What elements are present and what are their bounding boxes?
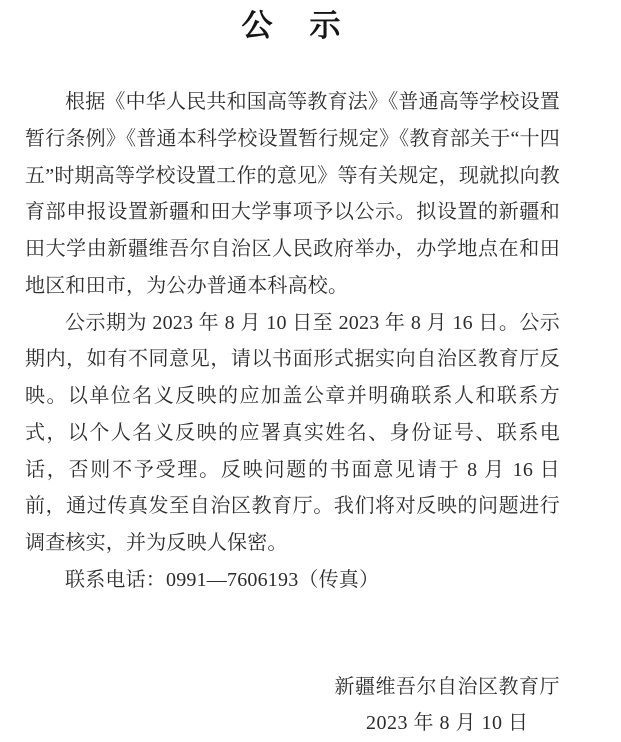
signature-inner [335, 669, 561, 742]
signature-block [25, 669, 560, 742]
paragraph-contact-phone: 联系电话：0991—7606193（传真） [25, 562, 560, 599]
issuing-authority: 新疆维吾尔自治区教育厅 [335, 669, 561, 706]
document-title: 公 示 [25, 6, 560, 46]
paragraph-legal-basis: 根据《中华人民共和国高等教育法》《普通高等学校设置暂行条例》《普通本科学校设置暂行规定》《教育部关于“十四五”时期高等学校设置工作的意见》等有关规定，现就拟向教育部申报设置新疆和田大学事项予以公示。拟设置的新疆和田大学由新疆维吾尔自治区人民政府举办，办学地点在和田地区和田市，为公办普通本科高校。 [25, 84, 560, 305]
paragraph-notice-period: 公示期为 2023 年 8 月 10 日至 2023 年 8 月 16 日。公示期内，如有不同意见，请以书面形式据实向自治区教育厅反映。以单位名义反映的应加盖公章并明确联系人和联系方式，以个人名义反映的应署真实姓名、身份证号、联系电话，否则不予受理。反映问题的书面意见请于 8 月 16 日前，通过传真发至自治区教育厅。我们将对反映的问题进行调查核实，并为反映人保密。 [25, 305, 560, 562]
issue-date: 2023 年 8 月 10 日 [335, 705, 561, 742]
document-body [25, 84, 560, 742]
